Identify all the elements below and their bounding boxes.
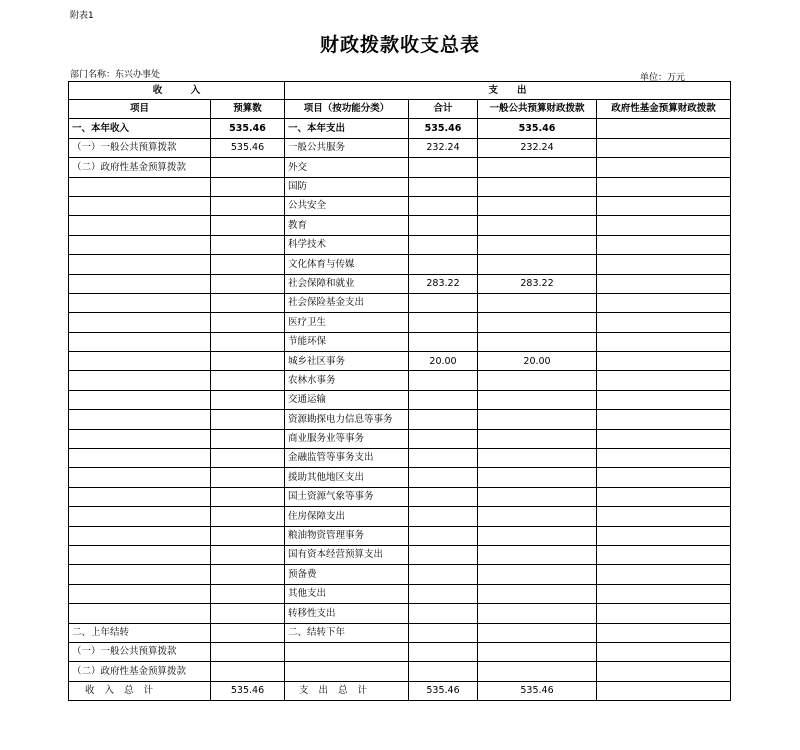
income-item-cell <box>69 449 211 468</box>
fund-cell <box>597 119 731 138</box>
column-header-row <box>69 100 731 119</box>
expense-item-cell: 交通运输 <box>285 390 409 409</box>
col-header-general: 一般公共预算财政拨款 <box>478 100 597 119</box>
total-cell <box>409 196 478 215</box>
expense-item-cell: 国防 <box>285 177 409 196</box>
income-item-cell <box>69 352 211 371</box>
income-item-cell <box>69 604 211 623</box>
table-row <box>69 565 731 584</box>
general-cell <box>478 662 597 681</box>
fund-cell <box>597 565 731 584</box>
expense-item-cell: 城乡社区事务 <box>285 352 409 371</box>
table-row <box>69 390 731 409</box>
expense-item-cell: 一般公共服务 <box>285 138 409 157</box>
fund-cell <box>597 138 731 157</box>
general-cell: 20.00 <box>478 352 597 371</box>
fund-cell <box>597 662 731 681</box>
expense-total-value: 535.46 <box>409 681 478 700</box>
expense-item-cell: 外交 <box>285 158 409 177</box>
general-cell: 535.46 <box>478 119 597 138</box>
fund-cell <box>597 158 731 177</box>
table-row <box>69 604 731 623</box>
expense-item-cell <box>285 642 409 661</box>
expense-item-cell: 资源勘探电力信息等事务 <box>285 410 409 429</box>
income-budget-cell <box>211 487 285 506</box>
col-header-total: 合计 <box>409 100 478 119</box>
expense-item-cell: 住房保障支出 <box>285 507 409 526</box>
general-cell <box>478 507 597 526</box>
income-budget-cell <box>211 623 285 642</box>
income-budget-cell <box>211 235 285 254</box>
expense-item-cell: 一、本年支出 <box>285 119 409 138</box>
table-row <box>69 371 731 390</box>
general-cell <box>478 390 597 409</box>
income-item-cell <box>69 410 211 429</box>
income-item-cell <box>69 371 211 390</box>
income-budget-cell <box>211 390 285 409</box>
unit-label: 单位：万元 <box>640 73 686 83</box>
expense-item-cell: 二、结转下年 <box>285 623 409 642</box>
income-item-cell <box>69 545 211 564</box>
general-cell <box>478 604 597 623</box>
table-row <box>69 196 731 215</box>
total-cell <box>409 429 478 448</box>
general-cell <box>478 332 597 351</box>
income-item-cell: 二、上年结转 <box>69 623 211 642</box>
general-total-value: 535.46 <box>478 681 597 700</box>
table-row <box>69 449 731 468</box>
total-cell <box>409 293 478 312</box>
expense-item-cell: 其他支出 <box>285 584 409 603</box>
total-cell <box>409 410 478 429</box>
total-cell <box>409 332 478 351</box>
table-body <box>69 119 731 681</box>
general-cell <box>478 196 597 215</box>
income-item-cell <box>69 429 211 448</box>
table-row <box>69 623 731 642</box>
table-row <box>69 429 731 448</box>
table-row <box>69 235 731 254</box>
income-budget-cell <box>211 371 285 390</box>
fund-cell <box>597 468 731 487</box>
income-item-cell <box>69 468 211 487</box>
income-budget-cell <box>211 410 285 429</box>
expense-item-cell: 国有资本经营预算支出 <box>285 545 409 564</box>
total-cell <box>409 255 478 274</box>
budget-summary-table <box>68 81 731 701</box>
table-row <box>69 119 731 138</box>
general-cell <box>478 410 597 429</box>
general-cell <box>478 565 597 584</box>
expense-item-cell: 商业服务业等事务 <box>285 429 409 448</box>
income-item-cell <box>69 332 211 351</box>
table-row <box>69 158 731 177</box>
table-row <box>69 313 731 332</box>
total-cell <box>409 487 478 506</box>
fund-cell <box>597 196 731 215</box>
fund-cell <box>597 604 731 623</box>
table-row <box>69 177 731 196</box>
fund-cell <box>597 642 731 661</box>
income-budget-cell: 535.46 <box>211 119 285 138</box>
expense-item-cell: 节能环保 <box>285 332 409 351</box>
income-item-cell <box>69 235 211 254</box>
fund-cell <box>597 352 731 371</box>
income-budget-cell <box>211 177 285 196</box>
fund-cell <box>597 177 731 196</box>
income-budget-cell <box>211 216 285 235</box>
total-cell <box>409 507 478 526</box>
table-row <box>69 487 731 506</box>
income-budget-cell <box>211 584 285 603</box>
income-item-cell <box>69 584 211 603</box>
table-row <box>69 216 731 235</box>
fund-cell <box>597 390 731 409</box>
expense-item-cell: 社会保险基金支出 <box>285 293 409 312</box>
general-cell <box>478 313 597 332</box>
fund-cell <box>597 449 731 468</box>
totals-row <box>69 681 731 700</box>
fund-cell <box>597 429 731 448</box>
total-cell <box>409 390 478 409</box>
income-group-header: 收 入 <box>69 82 285 100</box>
table-row <box>69 468 731 487</box>
total-cell <box>409 584 478 603</box>
expense-item-cell: 公共安全 <box>285 196 409 215</box>
total-cell: 283.22 <box>409 274 478 293</box>
general-cell: 283.22 <box>478 274 597 293</box>
group-header-row <box>69 82 731 100</box>
income-budget-cell <box>211 255 285 274</box>
fund-cell <box>597 293 731 312</box>
expense-item-cell: 科学技术 <box>285 235 409 254</box>
total-cell <box>409 642 478 661</box>
fund-total-value <box>597 681 731 700</box>
total-cell <box>409 313 478 332</box>
total-cell <box>409 565 478 584</box>
income-item-cell: （一）一般公共预算拨款 <box>69 138 211 157</box>
income-budget-cell <box>211 565 285 584</box>
income-item-cell <box>69 507 211 526</box>
income-item-cell <box>69 565 211 584</box>
income-total-value: 535.46 <box>211 681 285 700</box>
income-budget-cell: 535.46 <box>211 138 285 157</box>
general-cell <box>478 293 597 312</box>
table-row <box>69 255 731 274</box>
table-row <box>69 274 731 293</box>
fund-cell <box>597 313 731 332</box>
expense-item-cell: 社会保障和就业 <box>285 274 409 293</box>
general-cell <box>478 545 597 564</box>
annex-label: 附表1 <box>70 11 94 21</box>
total-cell <box>409 216 478 235</box>
table-row <box>69 584 731 603</box>
income-budget-cell <box>211 429 285 448</box>
total-cell <box>409 623 478 642</box>
total-cell: 535.46 <box>409 119 478 138</box>
expense-item-cell: 教育 <box>285 216 409 235</box>
income-item-cell <box>69 487 211 506</box>
total-cell <box>409 158 478 177</box>
fund-cell <box>597 623 731 642</box>
expense-item-cell: 农林水事务 <box>285 371 409 390</box>
col-header-fund: 政府性基金预算财政拨款 <box>597 100 731 119</box>
income-budget-cell <box>211 196 285 215</box>
col-header-item: 项目 <box>69 100 211 119</box>
general-cell <box>478 526 597 545</box>
income-budget-cell <box>211 642 285 661</box>
table-row <box>69 526 731 545</box>
income-budget-cell <box>211 545 285 564</box>
table-row <box>69 545 731 564</box>
fund-cell <box>597 332 731 351</box>
general-cell <box>478 235 597 254</box>
expense-item-cell <box>285 662 409 681</box>
income-total-label: 收入总计 <box>69 681 211 700</box>
expense-item-cell: 援助其他地区支出 <box>285 468 409 487</box>
table-row <box>69 662 731 681</box>
expense-item-cell: 粮油物资管理事务 <box>285 526 409 545</box>
total-cell <box>409 449 478 468</box>
total-cell <box>409 526 478 545</box>
general-cell <box>478 429 597 448</box>
fund-cell <box>597 545 731 564</box>
income-item-cell <box>69 177 211 196</box>
income-item-cell <box>69 313 211 332</box>
income-item-cell <box>69 526 211 545</box>
fund-cell <box>597 371 731 390</box>
expense-item-cell: 文化体育与传媒 <box>285 255 409 274</box>
general-cell <box>478 371 597 390</box>
expense-item-cell: 国土资源气象等事务 <box>285 487 409 506</box>
fund-cell <box>597 274 731 293</box>
col-header-func-item: 项目（按功能分类） <box>285 100 409 119</box>
general-cell <box>478 216 597 235</box>
table-row <box>69 507 731 526</box>
expense-item-cell: 预备费 <box>285 565 409 584</box>
income-budget-cell <box>211 274 285 293</box>
general-cell <box>478 449 597 468</box>
income-item-cell <box>69 255 211 274</box>
income-item-cell <box>69 196 211 215</box>
general-cell <box>478 642 597 661</box>
fund-cell <box>597 216 731 235</box>
income-item-cell <box>69 274 211 293</box>
total-cell <box>409 662 478 681</box>
expense-total-label: 支出总计 <box>285 681 409 700</box>
income-item-cell: （二）政府性基金预算拨款 <box>69 662 211 681</box>
income-item-cell: （一）一般公共预算拨款 <box>69 642 211 661</box>
fund-cell <box>597 507 731 526</box>
income-item-cell <box>69 293 211 312</box>
expense-item-cell: 金融监管等事务支出 <box>285 449 409 468</box>
income-budget-cell <box>211 293 285 312</box>
income-budget-cell <box>211 332 285 351</box>
general-cell <box>478 584 597 603</box>
income-item-cell: 一、本年收入 <box>69 119 211 138</box>
fund-cell <box>597 487 731 506</box>
income-item-cell <box>69 216 211 235</box>
general-cell: 232.24 <box>478 138 597 157</box>
total-cell <box>409 545 478 564</box>
total-cell <box>409 468 478 487</box>
general-cell <box>478 158 597 177</box>
income-budget-cell <box>211 468 285 487</box>
general-cell <box>478 255 597 274</box>
income-item-cell: （二）政府性基金预算拨款 <box>69 158 211 177</box>
total-cell <box>409 177 478 196</box>
income-item-cell <box>69 390 211 409</box>
fund-cell <box>597 526 731 545</box>
general-cell <box>478 623 597 642</box>
total-cell <box>409 371 478 390</box>
fund-cell <box>597 410 731 429</box>
fund-cell <box>597 255 731 274</box>
department-label: 部门名称：东兴办事处 <box>70 70 161 80</box>
table-row <box>69 642 731 661</box>
income-budget-cell <box>211 662 285 681</box>
fund-cell <box>597 584 731 603</box>
expense-item-cell: 转移性支出 <box>285 604 409 623</box>
income-budget-cell <box>211 352 285 371</box>
col-header-budget: 预算数 <box>211 100 285 119</box>
total-cell: 232.24 <box>409 138 478 157</box>
income-budget-cell <box>211 526 285 545</box>
table-row <box>69 138 731 157</box>
table-row <box>69 352 731 371</box>
income-budget-cell <box>211 604 285 623</box>
general-cell <box>478 487 597 506</box>
general-cell <box>478 468 597 487</box>
page-title: 财政拨款收支总表 <box>319 34 480 56</box>
income-budget-cell <box>211 507 285 526</box>
expense-item-cell: 医疗卫生 <box>285 313 409 332</box>
income-budget-cell <box>211 449 285 468</box>
total-cell <box>409 235 478 254</box>
expense-group-header: 支 出 <box>285 82 731 100</box>
table-row <box>69 410 731 429</box>
table-row <box>69 293 731 312</box>
general-cell <box>478 177 597 196</box>
total-cell <box>409 604 478 623</box>
total-cell: 20.00 <box>409 352 478 371</box>
table-row <box>69 332 731 351</box>
fund-cell <box>597 235 731 254</box>
income-budget-cell <box>211 158 285 177</box>
income-budget-cell <box>211 313 285 332</box>
